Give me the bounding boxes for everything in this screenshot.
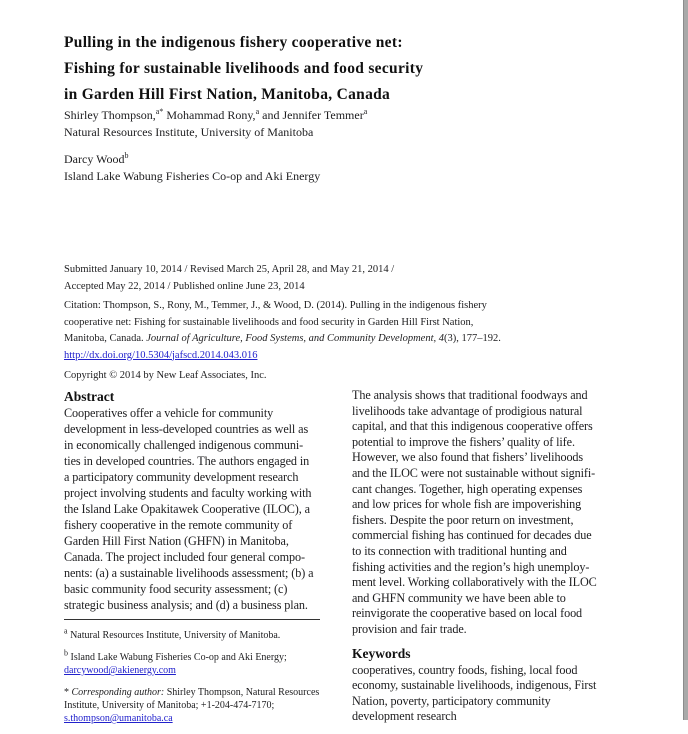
copyright-notice: Copyright © 2014 by New Leaf Associates, Inc. (64, 370, 267, 381)
abstract-line: commercial fishing has continued for decades due (352, 528, 592, 543)
abstract-line: fishery cooperative in the remote community of (64, 518, 293, 532)
left-column (64, 388, 336, 734)
abstract-line: development in less-developed countries as well as (64, 422, 309, 436)
doi-link[interactable]: http://dx.doi.org/10.5304/jafscd.2014.043.016 (64, 349, 258, 361)
footnote-line (64, 686, 336, 699)
abstract-line: and low prices for whole fish are impoverishing (352, 497, 582, 512)
abstract-line: fishing activities and the region’s high unemploy- (352, 559, 590, 574)
submission-history (64, 262, 394, 295)
abstract-line: to its connection with traditional hunting and (352, 543, 567, 558)
author-superscript: b (124, 151, 129, 160)
citation-line: Citation: Thompson, S., Rony, M., Temmer, J., & Wood, D. (2014). Pulling in the indigenous fishery (64, 300, 487, 311)
footnote-divider (64, 619, 320, 620)
footnote-text: Shirley Thompson, Natural Resources (164, 687, 320, 698)
abstract-line: Canada. The project included four general compo- (64, 550, 305, 564)
page-title (64, 30, 423, 108)
author-line (64, 107, 367, 124)
author-name: Mohammad Rony, (163, 108, 256, 122)
corresponding-author-label: Corresponding author: (71, 687, 165, 698)
abstract-line: nents: (a) a sustainable livelihoods assessment; (b) a (64, 566, 314, 580)
title-line: in Garden Hill First Nation, Manitoba, Canada (64, 86, 391, 103)
keywords-heading: Keywords (352, 645, 411, 661)
right-column (352, 388, 624, 725)
author-name: and Jennifer Temmer (259, 108, 364, 122)
abstract-line: strategic business analysis; and (d) a business plan. (64, 598, 308, 612)
citation-line (64, 348, 501, 365)
citation-line (64, 331, 501, 348)
abstract-line: and the ILOC were not sustainable without signifi- (352, 465, 596, 480)
affiliation-line: Island Lake Wabung Fisheries Co-op and Aki Energy (64, 169, 321, 183)
abstract-line: and GHFN community we have been able to (352, 590, 566, 605)
abstract-text-left (64, 405, 336, 613)
keywords-text (352, 663, 624, 725)
abstract-line: ment level. Working collaboratively with the ILOC (352, 575, 597, 590)
author-line (64, 151, 320, 168)
footnote-marker: a (64, 626, 68, 636)
abstract-line: basic community food security assessment; (c) (64, 582, 288, 596)
abstract-line: provision and fair trade. (352, 621, 467, 636)
abstract-line: livelihoods take advantage of prodigious natural (352, 403, 583, 418)
footnote-text: Island Lake Wabung Fisheries Co-op and Aki Energy; (68, 652, 287, 663)
footnotes (64, 626, 336, 725)
abstract-line: reinvigorate the cooperative based on local food (352, 606, 583, 621)
abstract-line: Cooperatives offer a vehicle for community (64, 406, 274, 420)
footnote-marker: * (64, 687, 72, 698)
abstract-line: fishers. Despite the poor return on investment, (352, 512, 574, 527)
abstract-line: cant changes. Together, high operating expenses (352, 481, 583, 496)
footnote-line: Institute, University of Manitoba; +1-204-474-7170; (64, 700, 275, 711)
abstract-line: in economically challenged indigenous communi- (64, 438, 304, 452)
author-block-primary (64, 107, 367, 141)
email-link[interactable]: s.thompson@umanitoba.ca (64, 713, 173, 724)
abstract-line: the Island Lake Opakitawek Cooperative (ILOC), a (64, 502, 310, 516)
abstract-line: ties in developed countries. The authors engaged in (64, 454, 310, 468)
footnote-corresponding-author (64, 686, 336, 725)
footnote-line (64, 712, 336, 725)
footnote-a (64, 626, 336, 642)
footnote-marker: b (64, 648, 68, 658)
abstract-line: potential to improve the fishers’ quality of life. (352, 434, 575, 449)
title-line: Fishing for sustainable livelihoods and food security (64, 60, 424, 77)
abstract-heading: Abstract (64, 389, 115, 404)
abstract-line: a participatory community development research (64, 470, 299, 484)
citation-line: cooperative net: Fishing for sustainable livelihoods and food security in Garden Hill First Nation, (64, 316, 474, 328)
title-line: Pulling in the indigenous fishery cooperative net: (64, 34, 403, 51)
keywords-line: economy, sustainable livelihoods, indigenous, First (352, 678, 597, 693)
citation-text: Manitoba, Canada. (64, 333, 147, 344)
affiliation-line: Natural Resources Institute, University of Manitoba (64, 125, 314, 139)
author-name: Shirley Thompson, (64, 108, 156, 122)
abstract-text-right (352, 388, 624, 638)
author-block-secondary (64, 151, 320, 185)
history-line: Accepted May 22, 2014 / Published online June 23, 2014 (64, 280, 305, 292)
author-superscript: a (255, 107, 260, 116)
abstract-line: capital, and that this indigenous cooperative offers (352, 419, 593, 434)
keywords-section (352, 645, 624, 725)
abstract-line: The analysis shows that traditional foodways and (352, 388, 588, 402)
history-line: Submitted January 10, 2014 / Revised March 25, April 28, and May 21, 2014 / (64, 264, 395, 275)
abstract-line: However, we also found that fishers’ livelihoods (352, 450, 584, 465)
footnote-line (64, 664, 336, 677)
footnote-b (64, 648, 336, 677)
email-link[interactable]: darcywood@akienergy.com (64, 665, 176, 676)
author-superscript: a (363, 107, 368, 116)
author-name: Darcy Wood (64, 152, 125, 166)
scrollbar[interactable] (683, 0, 688, 720)
footnote-line (64, 648, 336, 664)
citation-text: (3), 177–192. (443, 333, 501, 344)
two-column-body (64, 388, 630, 734)
keywords-line: cooperatives, country foods, fishing, local food (352, 662, 578, 677)
keywords-line: development research (352, 709, 457, 724)
citation-block (64, 298, 501, 364)
footnote-text: Natural Resources Institute, University of Manitoba. (67, 630, 281, 641)
author-superscript: a* (155, 107, 164, 116)
abstract-line: project involving students and faculty working with (64, 486, 312, 500)
abstract-line: Garden Hill First Nation (GHFN) in Manitoba, (64, 534, 289, 548)
keywords-line: Nation, poverty, participatory community (352, 693, 551, 708)
journal-name: Journal of Agriculture, Food Systems, and Community Development, 4 (146, 333, 444, 344)
